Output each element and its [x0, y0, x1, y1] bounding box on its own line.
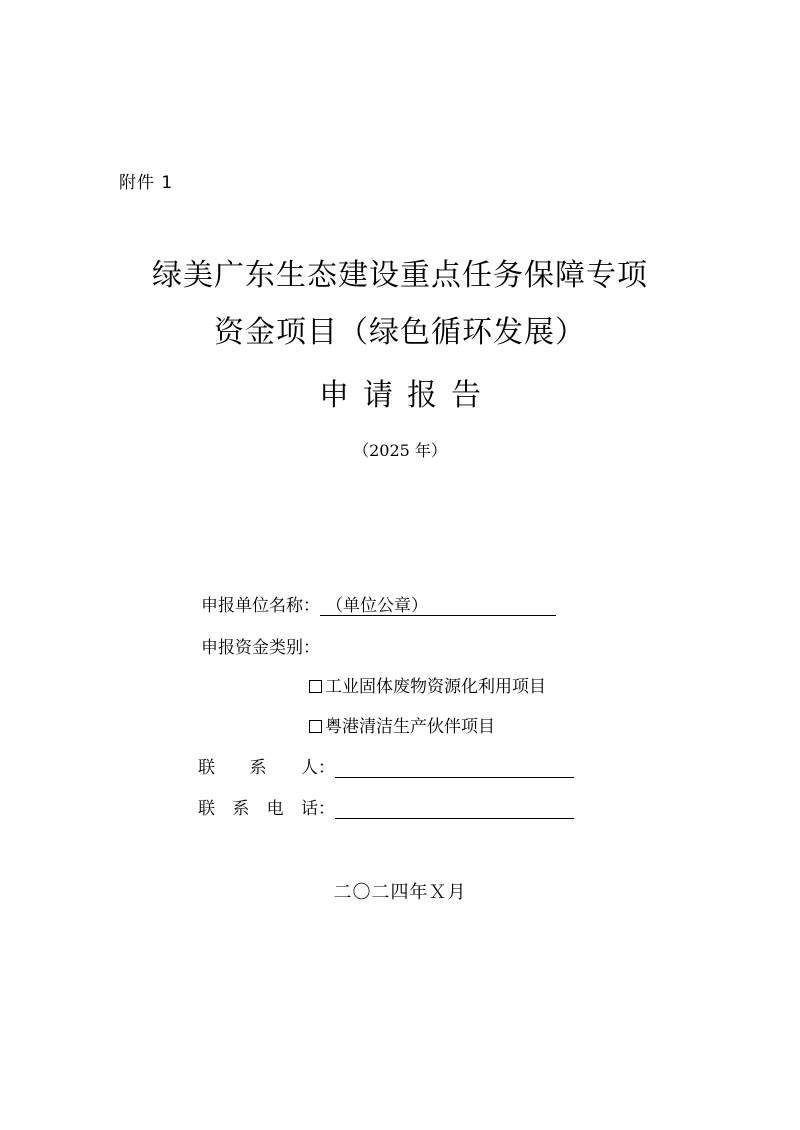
- phone-colon: ：: [318, 799, 335, 819]
- checkbox-cleaner-production[interactable]: [309, 720, 322, 733]
- category-option-solid-waste[interactable]: [309, 672, 546, 697]
- category-option-cleaner-production[interactable]: [309, 712, 495, 737]
- contact-colon: ：: [318, 758, 335, 778]
- contact-field[interactable]: [335, 757, 574, 778]
- phone-field[interactable]: [335, 798, 574, 819]
- document-date: 二〇二四年Ｘ月: [333, 882, 467, 903]
- unit-row: [201, 591, 556, 616]
- year-label: （2025 年）: [353, 441, 447, 460]
- category-label: 申报资金类别：: [201, 638, 320, 658]
- title-line-3: 申请报告: [319, 378, 495, 413]
- title-line-2: 资金项目（绿色循环发展）: [214, 315, 586, 350]
- phone-row: [198, 794, 574, 819]
- phone-label: 联 系 电 话: [198, 799, 318, 819]
- contact-label: 联 系 人: [198, 758, 318, 778]
- unit-field[interactable]: （单位公章）: [320, 596, 556, 616]
- title-line-1: 绿美广东生态建设重点任务保障专项: [152, 258, 648, 293]
- contact-row: [198, 753, 574, 778]
- category-row: [201, 633, 320, 658]
- unit-label: 申报单位名称：: [201, 596, 320, 616]
- checkbox-solid-waste[interactable]: [309, 680, 322, 693]
- attachment-label: 附件 1: [119, 173, 174, 193]
- option-label-cleaner-production: 粤港清洁生产伙伴项目: [325, 717, 495, 737]
- option-label-solid-waste: 工业固体废物资源化利用项目: [325, 677, 546, 697]
